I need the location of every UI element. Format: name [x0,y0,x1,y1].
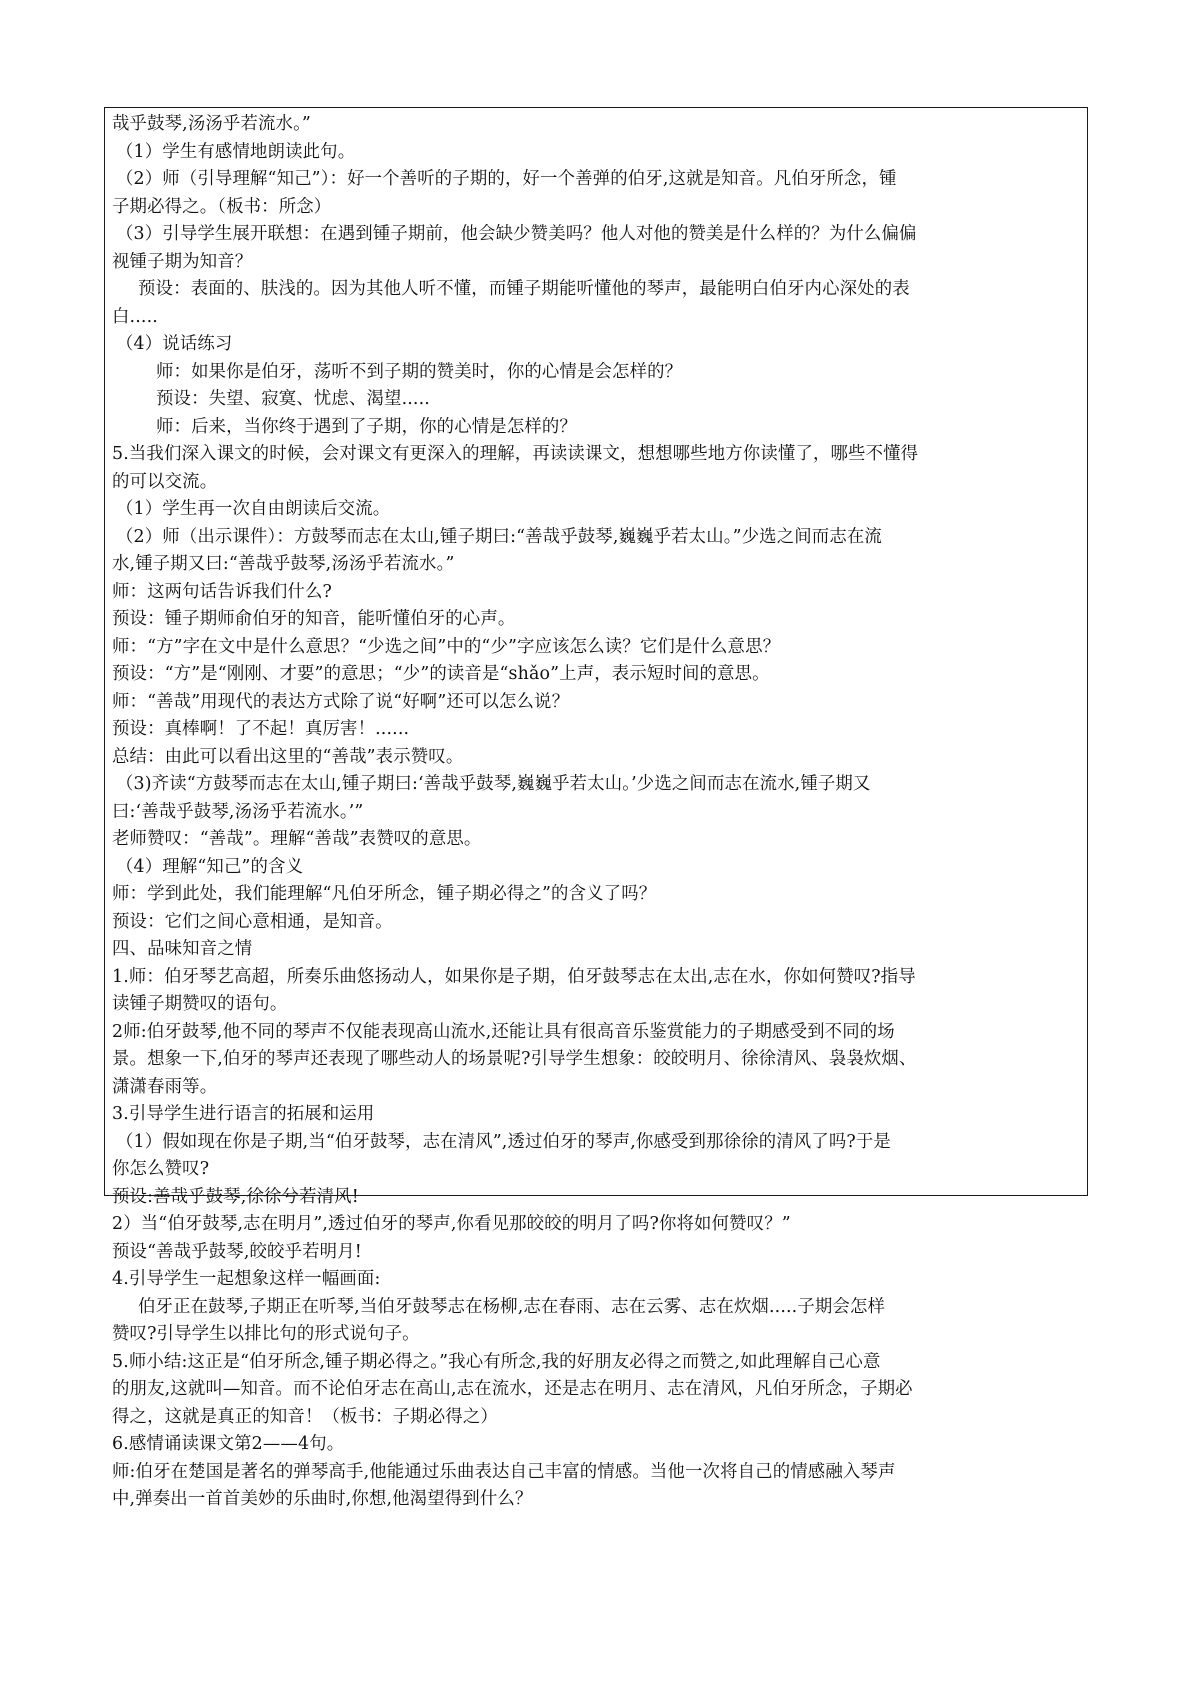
text-line: 4.引导学生一起想象这样一幅画面: [112,1269,381,1289]
text-line: （3)齐读“方鼓琴而志在太山,锺子期曰:‘善哉乎鼓琴,巍巍乎若太山。’少选之间而志在流水,锺子期又 [116,774,871,794]
text-line: （1）学生再一次自由朗读后交流。 [116,499,391,519]
text-line: 5.当我们深入课文的时候，会对课文有更深入的理解，再读读课文，想想哪些地方你读懂了，哪些不懂得 [112,444,919,464]
text-line: 的可以交流。 [112,471,218,492]
text-line: 6.感情诵读课文第2——4句。 [112,1434,345,1454]
text-line: 2）当“伯牙鼓琴,志在明月”,透过伯牙的琴声,你看见那皎皎的明月了吗?你将如何赞叹？” [112,1214,791,1234]
text-line: 老师赞叹：“善哉”。理解“善哉”表赞叹的意思。 [112,829,482,849]
text-line: 师：“善哉”用现代的表达方式除了说“好啊”还可以怎么说？ [112,691,570,712]
text-line: 师：这两句话告诉我们什么? [112,581,332,602]
text-line: （1）假如现在你是子期,当“伯牙鼓琴，志在清风”,透过伯牙的琴声,你感受到那徐徐的清风了吗?于是 [116,1131,891,1152]
text-line: 得之，这就是真正的知音！（板书：子期必得之） [112,1406,498,1427]
text-line: 2师:伯牙鼓琴,他不同的琴声不仅能表现高山流水,还能让具有很高音乐鉴赏能力的子期感受到不同的场 [112,1021,895,1042]
document-table-cell [104,107,1088,1509]
text-line: 伯牙正在鼓琴,子期正在听琴,当伯牙鼓琴志在杨柳,志在春雨、志在云雾、志在炊烟.....子期会怎样 [138,1296,886,1317]
text-line: （1）学生有感情地朗读此句。 [116,141,356,162]
text-line: 1.师：伯牙琴艺高超，所奏乐曲悠扬动人，如果你是子期，伯牙鼓琴志在太出,志在水，你如何赞叹?指导 [112,966,916,987]
text-line: 预设：它们之间心意相通，是知音。 [112,911,393,932]
text-line: （4）说话练习 [116,334,233,354]
text-line: 中,弹奏出一首首美妙的乐曲时,你想,他渴望得到什么？ [112,1489,533,1509]
text-line: 师:伯牙在楚国是著名的弹琴高手,他能通过乐曲表达自己丰富的情感。当他一次将自己的情感融入琴声 [112,1461,896,1482]
text-line: 白..... [112,306,158,327]
text-line: 5.师小结:这正是“伯牙所念,锺子期必得之。”我心有所念,我的好朋友必得之而赞之,如此理解自己心意 [112,1351,881,1372]
text-line: 预设：锺子期师俞伯牙的知音，能听懂伯牙的心声。 [112,609,516,629]
text-line: （2）师（引导理解“知己”）：好一个善听的子期的，好一个善弹的伯牙,这就是知音。凡伯牙所念，锺 [116,169,897,189]
text-line: 师：如果你是伯牙，荡听不到子期的赞美时，你的心情是会怎样的？ [156,361,683,382]
text-line: 师：后来，当你终于遇到了子期，你的心情是怎样的？ [156,416,577,437]
text-line: 你怎么赞叹? [112,1159,210,1179]
text-line: 子期必得之。（板书：所念） [112,196,332,217]
text-line: 哉乎鼓琴,汤汤乎若流水。” [112,114,311,134]
text-line: 潇潇春雨等。 [112,1076,218,1097]
text-line: 预设：失望、寂寞、忧虑、渴望..... [156,389,430,409]
text-line: 预设“善哉乎鼓琴,皎皎乎若明月! [112,1241,362,1262]
text-line: 预设：“方”是“刚刚、才要”的意思；“少”的读音是“shǎo”上声，表示短时间的意思。 [112,664,770,684]
text-line: 景。想象一下,伯牙的琴声还表现了哪些动人的场景呢?引导学生想象：皎皎明月、徐徐清风、袅袅炊烟、 [112,1049,917,1069]
text-line: （3）引导学生展开联想：在遇到锺子期前，他会缺少赞美吗？他人对他的赞美是什么样的？为什么偏偏 [116,224,917,244]
text-line: 读锺子期赞叹的语句。 [112,994,288,1014]
text-line: 的朋友,这就叫—知音。而不论伯牙志在高山,志在流水，还是志在明月、志在清风，凡伯牙所念，子期必 [112,1379,913,1399]
text-line: 赞叹?引导学生以排比句的形式说句子。 [112,1324,420,1344]
text-line: 总结：由此可以看出这里的“善哉”表示赞叹。 [112,746,464,767]
text-line: 预设：真棒啊！了不起！真厉害！...... [112,719,410,739]
text-line: 3.引导学生进行语言的拓展和运用 [112,1104,375,1124]
text-line: 预设:善哉乎鼓琴,徐徐兮若清风! [112,1186,359,1207]
text-line: 师：“方”字在文中是什么意思？“少选之间”中的“少”字应该怎么读？它们是什么意思？ [112,636,781,657]
text-line: 水,锺子期又曰:“善哉乎鼓琴,汤汤乎若流水。” [112,554,455,574]
text-line: 曰:‘善哉乎鼓琴,汤汤乎若流水。’” [112,801,364,822]
text-line: （4）理解“知己”的含义 [116,856,304,877]
text-line: 视锺子期为知音？ [112,251,253,272]
text-line: （2）师（出示课件）：方鼓琴而志在太山,锺子期曰:“善哉乎鼓琴,巍巍乎若太山。”少选之间而志在流 [116,526,882,547]
text-line: 预设：表面的、肤浅的。因为其他人听不懂，而锺子期能听懂他的琴声，最能明白伯牙内心深处的表 [138,279,910,299]
text-line: 四、品味知音之情 [112,939,253,959]
text-line: 师：学到此处，我们能理解“凡伯牙所念，锺子期必得之”的含义了吗？ [112,884,657,904]
